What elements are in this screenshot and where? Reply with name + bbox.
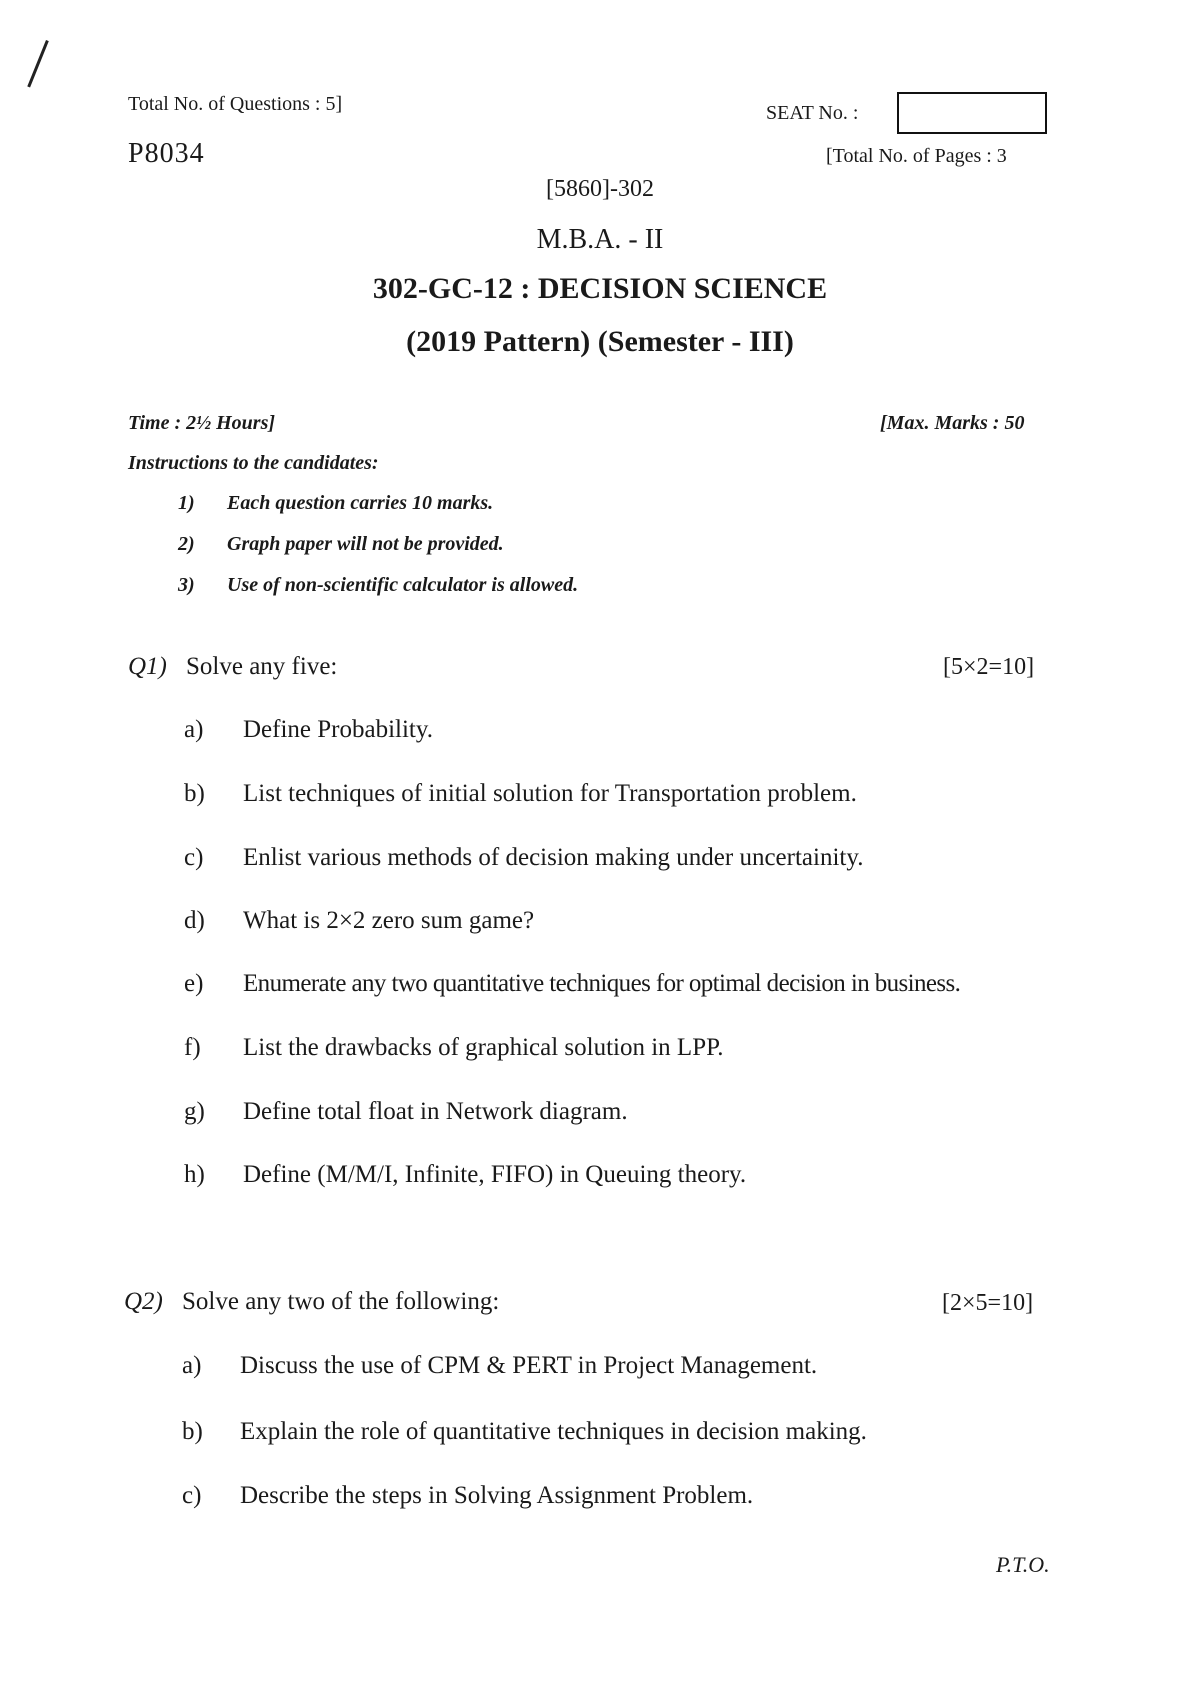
seat-label: SEAT No. : [766,102,859,124]
instruction-text: Each question carries 10 marks. [227,492,494,514]
question-marks: [5×2=10] [943,654,1035,680]
sub-question-label: g) [184,1098,205,1125]
sub-question-label: c) [184,844,204,871]
paper-code: [5860]-302 [546,176,654,202]
sub-question-text: Enumerate any two quantitative techniques for optimal decision in business. [243,970,961,997]
question-marks: [2×5=10] [942,1290,1034,1316]
sub-question-label: h) [184,1161,205,1188]
total-questions: Total No. of Questions : 5] [128,93,343,115]
question-text: Solve any two of the following: [182,1288,500,1315]
instruction-number: 2) [178,533,195,555]
subject-title: 302-GC-12 : DECISION SCIENCE [372,272,828,305]
sub-question-text: Define Probability. [243,716,434,743]
pto-label: P.T.O. [996,1552,1050,1577]
seat-number-box[interactable] [897,92,1047,134]
question-text: Solve any five: [186,653,338,680]
sub-question-label: f) [184,1034,201,1061]
question-number: Q2) [124,1288,163,1315]
sub-question-label: e) [184,970,204,997]
instruction-number: 3) [178,574,195,596]
sub-question-text: What is 2×2 zero sum game? [243,907,535,934]
pen-mark [27,40,49,87]
sub-question-text: List the drawbacks of graphical solution in LPP. [243,1034,724,1061]
instruction-text: Graph paper will not be provided. [227,533,504,555]
sub-question-text: Define total float in Network diagram. [243,1098,628,1125]
sub-question-text: Discuss the use of CPM & PERT in Project Management. [240,1352,818,1379]
instruction-number: 1) [178,492,195,514]
sub-question-label: b) [182,1418,203,1445]
course-title: M.B.A. - II [536,224,664,255]
sub-question-text: Describe the steps in Solving Assignment Problem. [240,1482,754,1509]
sub-question-text: Enlist various methods of decision making under uncertainity. [243,844,864,871]
instruction-text: Use of non-scientific calculator is allowed. [227,574,579,596]
instructions-title: Instructions to the candidates: [128,452,379,474]
paper-id: P8034 [128,138,205,169]
sub-question-label: c) [182,1482,202,1509]
sub-question-label: b) [184,780,205,807]
total-pages: [Total No. of Pages : 3 [826,145,1007,167]
sub-question-text: Define (M/M/I, Infinite, FIFO) in Queuing theory. [243,1161,747,1188]
question-number: Q1) [128,653,167,680]
sub-question-text: Explain the role of quantitative techniques in decision making. [240,1418,867,1445]
pattern-title: (2019 Pattern) (Semester - III) [406,325,794,358]
sub-question-text: List techniques of initial solution for Transportation problem. [243,780,857,807]
sub-question-label: d) [184,907,205,934]
sub-question-label: a) [184,716,204,743]
sub-question-label: a) [182,1352,202,1379]
max-marks: [Max. Marks : 50 [880,412,1025,434]
time-allowed: Time : 2½ Hours] [128,412,276,434]
